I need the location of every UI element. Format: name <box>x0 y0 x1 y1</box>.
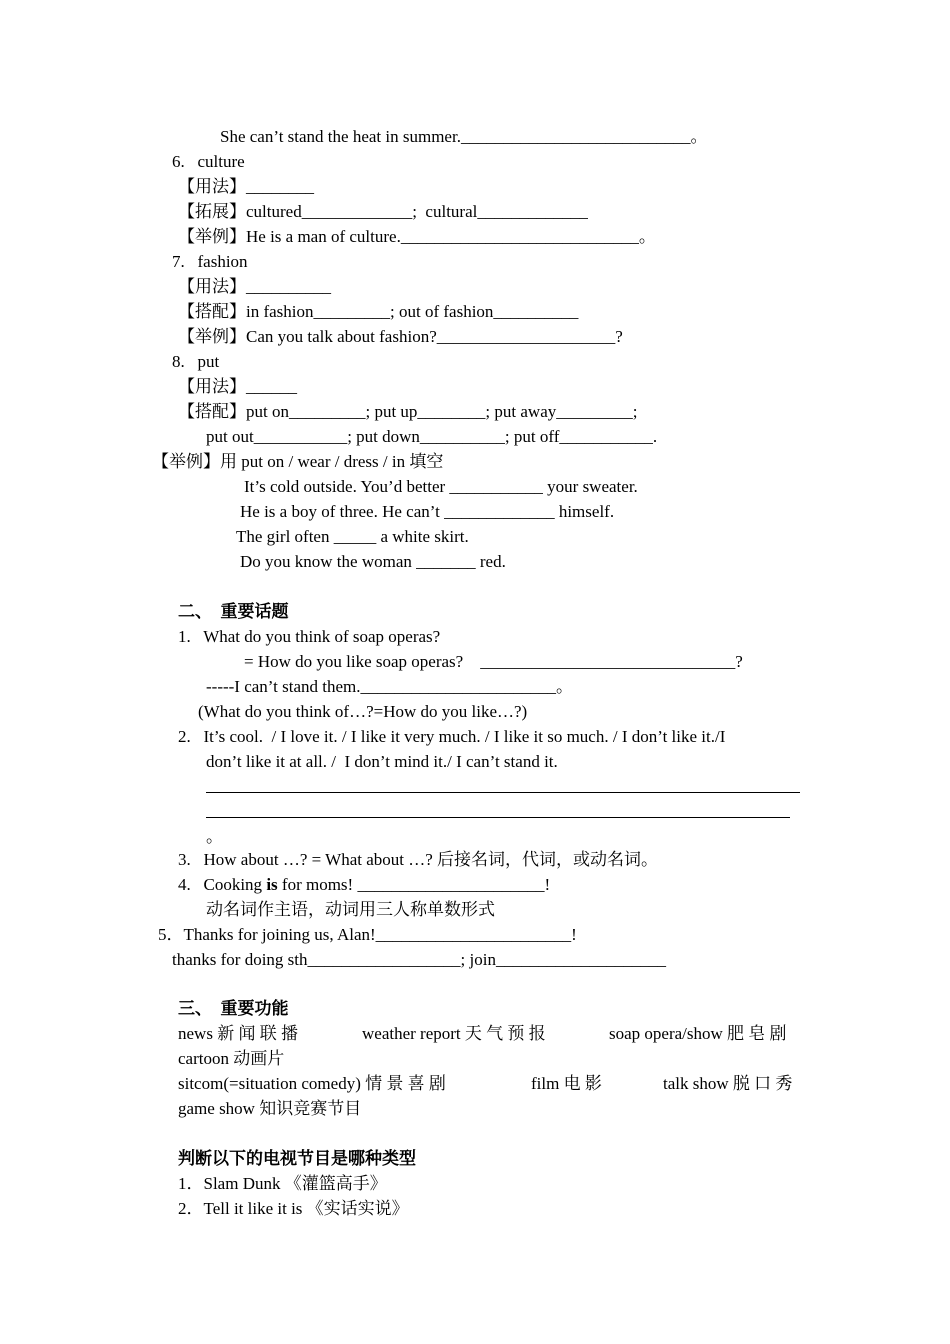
put-collocation-1: 【搭配】put on_________; put up________; put away_________; <box>178 402 638 421</box>
put-example-instruction: 【举例】用 put on / wear / dress / in 填空 <box>152 452 444 471</box>
culture-usage: 【用法】________ <box>178 177 314 196</box>
example-heat: She can’t stand the heat in summer.___________________________。 <box>220 127 708 146</box>
program-game-show: game show 知识竞赛节目 <box>178 1099 362 1118</box>
item-6-culture: 6. culture <box>172 152 245 171</box>
program-news: news 新 闻 联 播 <box>178 1024 298 1043</box>
section-3-heading: 三、 重要功能 <box>178 999 289 1018</box>
fashion-usage: 【用法】__________ <box>178 277 331 296</box>
topic-4 <box>178 874 550 896</box>
put-example-1: It’s cold outside. You’d better ___________ your sweater. <box>244 477 638 496</box>
culture-extension: 【拓展】cultured_____________; cultural_____________ <box>178 202 588 221</box>
answer-line-2 <box>206 817 790 818</box>
put-usage: 【用法】______ <box>178 377 297 396</box>
question-2: 2．Tell it like it is 《实话实说》 <box>178 1199 409 1218</box>
topic-5-note: thanks for doing sth__________________; join____________________ <box>172 950 666 969</box>
topic-1-note: (What do you think of…?=How do you like…?) <box>198 702 528 721</box>
question-1: 1．Slam Dunk 《灌篮高手》 <box>178 1174 387 1193</box>
fashion-collocation: 【搭配】in fashion_________; out of fashion__________ <box>178 302 579 321</box>
answer-line-1 <box>206 792 800 793</box>
program-cartoon: cartoon 动画片 <box>178 1049 285 1068</box>
program-sitcom: sitcom(=situation comedy) 情 景 喜 剧 <box>178 1074 446 1093</box>
put-example-3: The girl often _____ a white skirt. <box>236 527 469 546</box>
topic-2-period: 。 <box>206 827 223 846</box>
culture-example: 【举例】He is a man of culture.____________________________。 <box>178 227 656 246</box>
program-film: film 电 影 <box>531 1074 602 1093</box>
section-2-heading: 二、 重要话题 <box>178 602 289 621</box>
topic-2-line-1: 2. It’s cool. / I love it. / I like it very much. / I like it so much. / I don’t like it./I <box>178 727 726 746</box>
item-8-put: 8. put <box>172 352 220 371</box>
section-4-heading: 判断以下的电视节目是哪种类型 <box>178 1149 416 1168</box>
program-weather-report: weather report 天 气 预 报 <box>362 1024 546 1043</box>
program-soap-opera: soap opera/show 肥 皂 剧 <box>609 1024 787 1043</box>
fashion-example: 【举例】Can you talk about fashion?_____________________? <box>178 327 623 346</box>
item-7-fashion: 7. fashion <box>172 252 248 271</box>
put-example-2: He is a boy of three. He can’t _____________ himself. <box>240 502 615 521</box>
put-example-4: Do you know the woman _______ red. <box>240 552 506 571</box>
topic-5: 5．Thanks for joining us, Alan!_______________________! <box>158 925 577 944</box>
topic-2-line-2: don’t like it at all. / I don’t mind it./ I can’t stand it. <box>206 752 558 771</box>
topic-1-equivalent: = How do you like soap operas? ______________________________? <box>244 652 743 671</box>
topic-1-response: -----I can’t stand them._______________________。 <box>206 677 574 696</box>
topic-4-suffix: for moms! ______________________! <box>277 875 551 894</box>
topic-4-bold-is: is <box>266 875 278 894</box>
program-talk-show: talk show 脱 口 秀 <box>663 1074 793 1093</box>
topic-4-note: 动名词作主语，动词用三人称单数形式 <box>206 900 495 919</box>
topic-4-prefix: 4. Cooking <box>178 875 267 894</box>
topic-3: 3. How about …? = What about …? 后接名词，代词，或动名词。 <box>178 850 659 869</box>
topic-1: 1. What do you think of soap operas? <box>178 627 441 646</box>
put-collocation-2: put out___________; put down__________; put off___________. <box>206 427 658 446</box>
